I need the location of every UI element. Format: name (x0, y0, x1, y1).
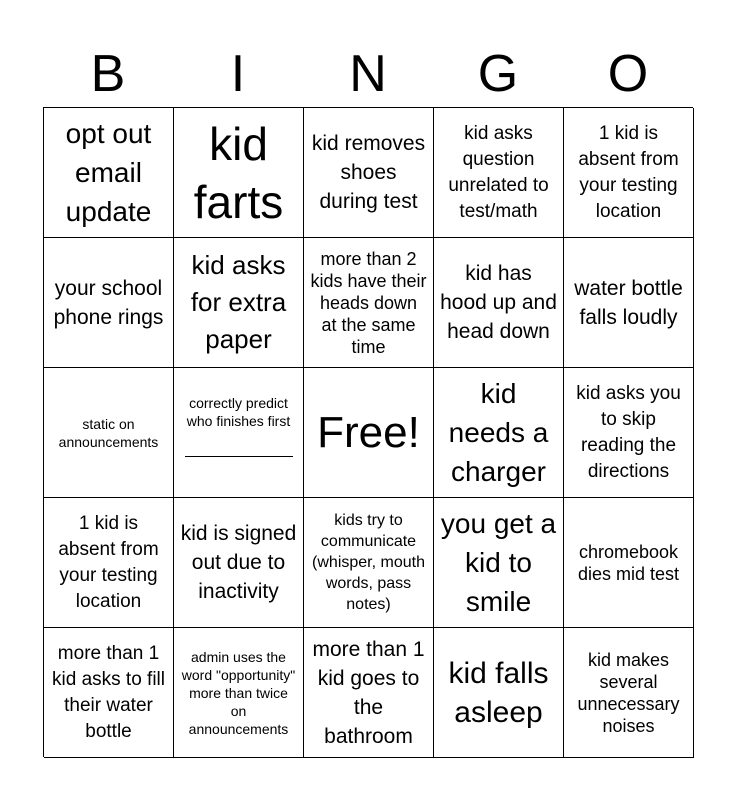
header-letter-n: N (349, 45, 387, 103)
cell-text: opt out email update (65, 118, 152, 227)
header-letter-o: O (607, 45, 649, 103)
bingo-cell[interactable] (304, 108, 434, 238)
cell-text: kid is signed out due to inactivity (180, 522, 297, 603)
header-letter-g: G (477, 45, 519, 103)
cell-text: kid removes shoes during test (311, 132, 426, 213)
cell-text: static on announcements (58, 415, 159, 450)
bingo-cell[interactable] (304, 238, 434, 368)
cell-text: you get a kid to smile (440, 508, 557, 617)
bingo-cell[interactable] (174, 108, 304, 238)
cell-text: kid needs a charger (448, 378, 549, 487)
cell-text: water bottle falls loudly (574, 276, 683, 329)
cell-text: 1 kid is absent from your testing location (578, 122, 679, 222)
bingo-cell[interactable] (44, 238, 174, 368)
bingo-cell[interactable] (44, 498, 174, 628)
bingo-cell[interactable] (174, 238, 304, 368)
cell-text: kid asks question unrelated to test/math (448, 122, 549, 222)
bingo-card (43, 107, 693, 757)
bingo-cell[interactable] (174, 498, 304, 628)
header-letter-b: B (90, 45, 126, 103)
bingo-cell[interactable] (434, 368, 564, 498)
free-space[interactable] (304, 368, 434, 498)
answer-blank-line (185, 456, 293, 457)
cell-text: more than 2 kids have their heads down at the same time (310, 248, 427, 357)
free-space-text: Free! (317, 407, 420, 457)
bingo-cell[interactable] (564, 368, 694, 498)
bingo-cell[interactable] (174, 628, 304, 758)
cell-text: kid has hood up and head down (440, 262, 557, 343)
cell-text: 1 kid is absent from your testing location (58, 512, 159, 612)
cell-text: kid asks you to skip reading the directions (576, 382, 681, 482)
cell-text: kids try to communicate (whisper, mouth words, pass notes) (312, 512, 425, 613)
bingo-cell[interactable] (434, 108, 564, 238)
cell-text: kid farts (193, 117, 284, 228)
cell-text: your school phone rings (53, 276, 164, 329)
cell-text: admin uses the word "opportunity" more than twice on announcements (181, 648, 296, 737)
cell-text: more than 1 kid asks to fill their water bottle (52, 642, 165, 742)
bingo-cell[interactable] (174, 368, 304, 498)
bingo-cell[interactable] (44, 628, 174, 758)
bingo-cell[interactable] (434, 238, 564, 368)
bingo-cell[interactable] (434, 628, 564, 758)
bingo-cell[interactable] (44, 108, 174, 238)
bingo-cell[interactable] (434, 498, 564, 628)
bingo-cell[interactable] (564, 108, 694, 238)
bingo-cell[interactable] (44, 368, 174, 498)
bingo-cell[interactable] (304, 628, 434, 758)
cell-text: more than 1 kid goes to the bathroom (312, 637, 425, 748)
bingo-cell[interactable] (564, 498, 694, 628)
cell-text: correctly predict who finishes first (186, 395, 291, 429)
cell-text: chromebook dies mid test (577, 541, 680, 584)
bingo-cell[interactable] (304, 498, 434, 628)
cell-text: kid asks for extra paper (190, 250, 287, 354)
bingo-header (43, 40, 693, 108)
cell-text: kid falls asleep (448, 656, 549, 729)
bingo-cell[interactable] (564, 238, 694, 368)
cell-text: kid makes several unnecessary noises (577, 649, 680, 736)
header-letter-i: I (230, 45, 246, 103)
bingo-cell[interactable] (564, 628, 694, 758)
